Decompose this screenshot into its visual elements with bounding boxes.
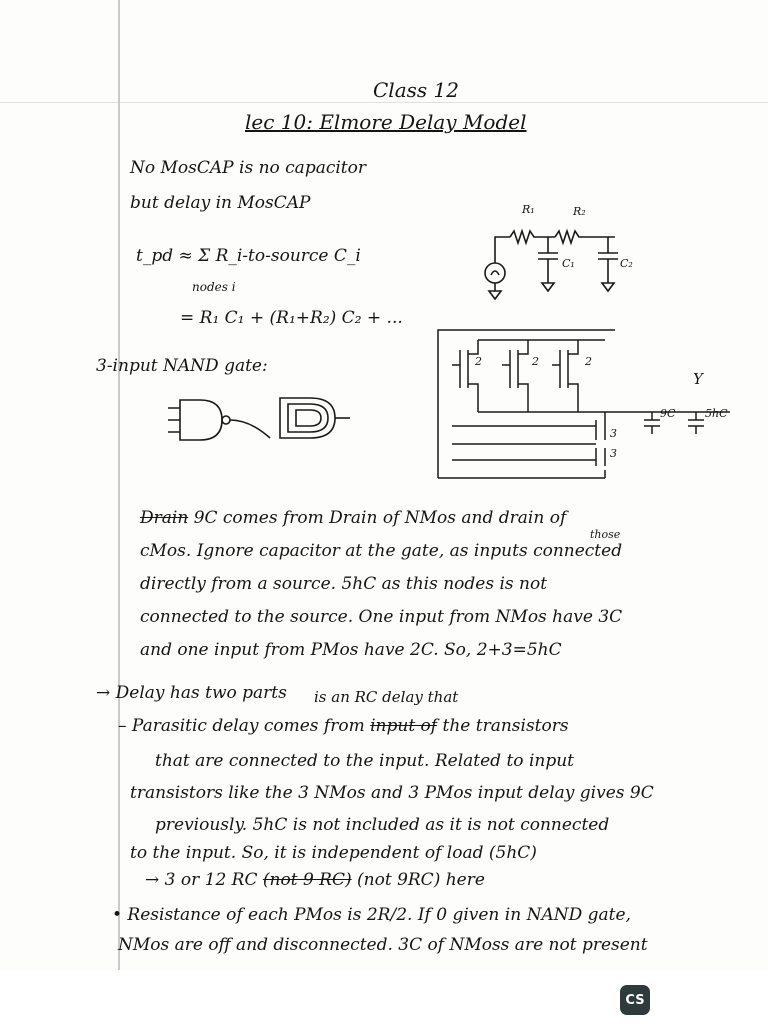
para1-line-3: directly from a source. 5hC as this nodes is not xyxy=(140,574,548,594)
class-label: Class 12 xyxy=(373,78,459,102)
pmos-width-3: 2 xyxy=(585,355,592,368)
r1-label: R₁ xyxy=(522,203,535,216)
para1-line-2: cMos. Ignore capacitor at the gate, as inputs connected xyxy=(140,541,623,561)
nand-gate-symbols xyxy=(160,390,360,450)
margin-line xyxy=(118,0,120,970)
para1-line-1-text: 9C comes from Drain of NMos and drain of xyxy=(193,508,567,528)
delay-line-6-prefix: → 3 or 12 RC xyxy=(145,870,258,890)
nmos-width-1: 3 xyxy=(610,427,617,440)
para1-line-5: and one input from PMos have 2C. So, 2+3=5hC xyxy=(140,640,562,660)
delay-line-6-suffix: (not 9RC) here xyxy=(357,870,485,890)
delay-line-6 xyxy=(145,870,485,890)
formula-expansion: = R₁ C₁ + (R₁+R₂) C₂ + ... xyxy=(180,308,403,328)
delay-line-1 xyxy=(118,716,569,736)
c2-label: C₂ xyxy=(620,257,633,270)
cap-5hc-label: 5hC xyxy=(705,407,728,420)
nmos-width-2: 3 xyxy=(610,447,617,460)
lecture-title: lec 10: Elmore Delay Model xyxy=(245,110,527,134)
delay-heading-text: Delay has two parts xyxy=(115,683,287,703)
para1-line-4: connected to the source. One input from NMos have 3C xyxy=(140,607,623,627)
ruled-line xyxy=(0,102,768,103)
camscanner-badge-icon: CS xyxy=(620,985,650,1015)
delay-line-2: that are connected to the input. Related to input xyxy=(155,751,574,771)
delay-line-6-struck: (not 9 RC) xyxy=(262,870,352,890)
intro-line-1: No MosCAP is no capacitor xyxy=(130,158,366,178)
pmos-width-2: 2 xyxy=(532,355,539,368)
c1-label: C₁ xyxy=(562,257,575,270)
delay-line-1-suffix: the transistors xyxy=(442,716,569,736)
delay-line-1-prefix: – Parasitic delay xyxy=(118,716,259,736)
rc-ladder-diagram xyxy=(480,195,650,305)
nand-transistor-schematic xyxy=(430,320,740,485)
delay-insert-line: is an RC delay that xyxy=(314,688,459,706)
nand-heading: 3-input NAND gate: xyxy=(96,356,268,376)
delay-line-4: previously. 5hC is not included as it is not connected xyxy=(155,815,610,835)
para1-line-1 xyxy=(140,508,566,528)
bottom-band xyxy=(0,970,768,1024)
delay-line-3: transistors like the 3 NMos and 3 PMos input delay gives 9C xyxy=(130,783,654,803)
nodes-label: nodes i xyxy=(192,280,236,294)
delay-line-1-struck: input of xyxy=(370,716,438,736)
tpd-formula: t_pd ≈ Σ R_i-to-source C_i xyxy=(136,246,361,266)
struck-word: Drain xyxy=(140,508,189,528)
delay-line-1-middle: comes from xyxy=(263,716,365,736)
intro-line-2: but delay in MosCAP xyxy=(130,193,311,213)
output-y-label: Y xyxy=(693,370,703,388)
insert-word-those: those xyxy=(590,528,621,541)
delay-heading: → Delay has two parts xyxy=(96,683,287,703)
resistance-line-1: • Resistance of each PMos is 2R/2. If 0 given in NAND gate, xyxy=(112,905,631,925)
cap-9c-label: 9C xyxy=(660,407,676,420)
r2-label: R₂ xyxy=(573,205,586,218)
delay-line-5: to the input. So, it is independent of load (5hC) xyxy=(130,843,537,863)
pmos-width-1: 2 xyxy=(475,355,482,368)
resistance-line-2: NMos are off and disconnected. 3C of NMoss are not present xyxy=(118,935,648,955)
